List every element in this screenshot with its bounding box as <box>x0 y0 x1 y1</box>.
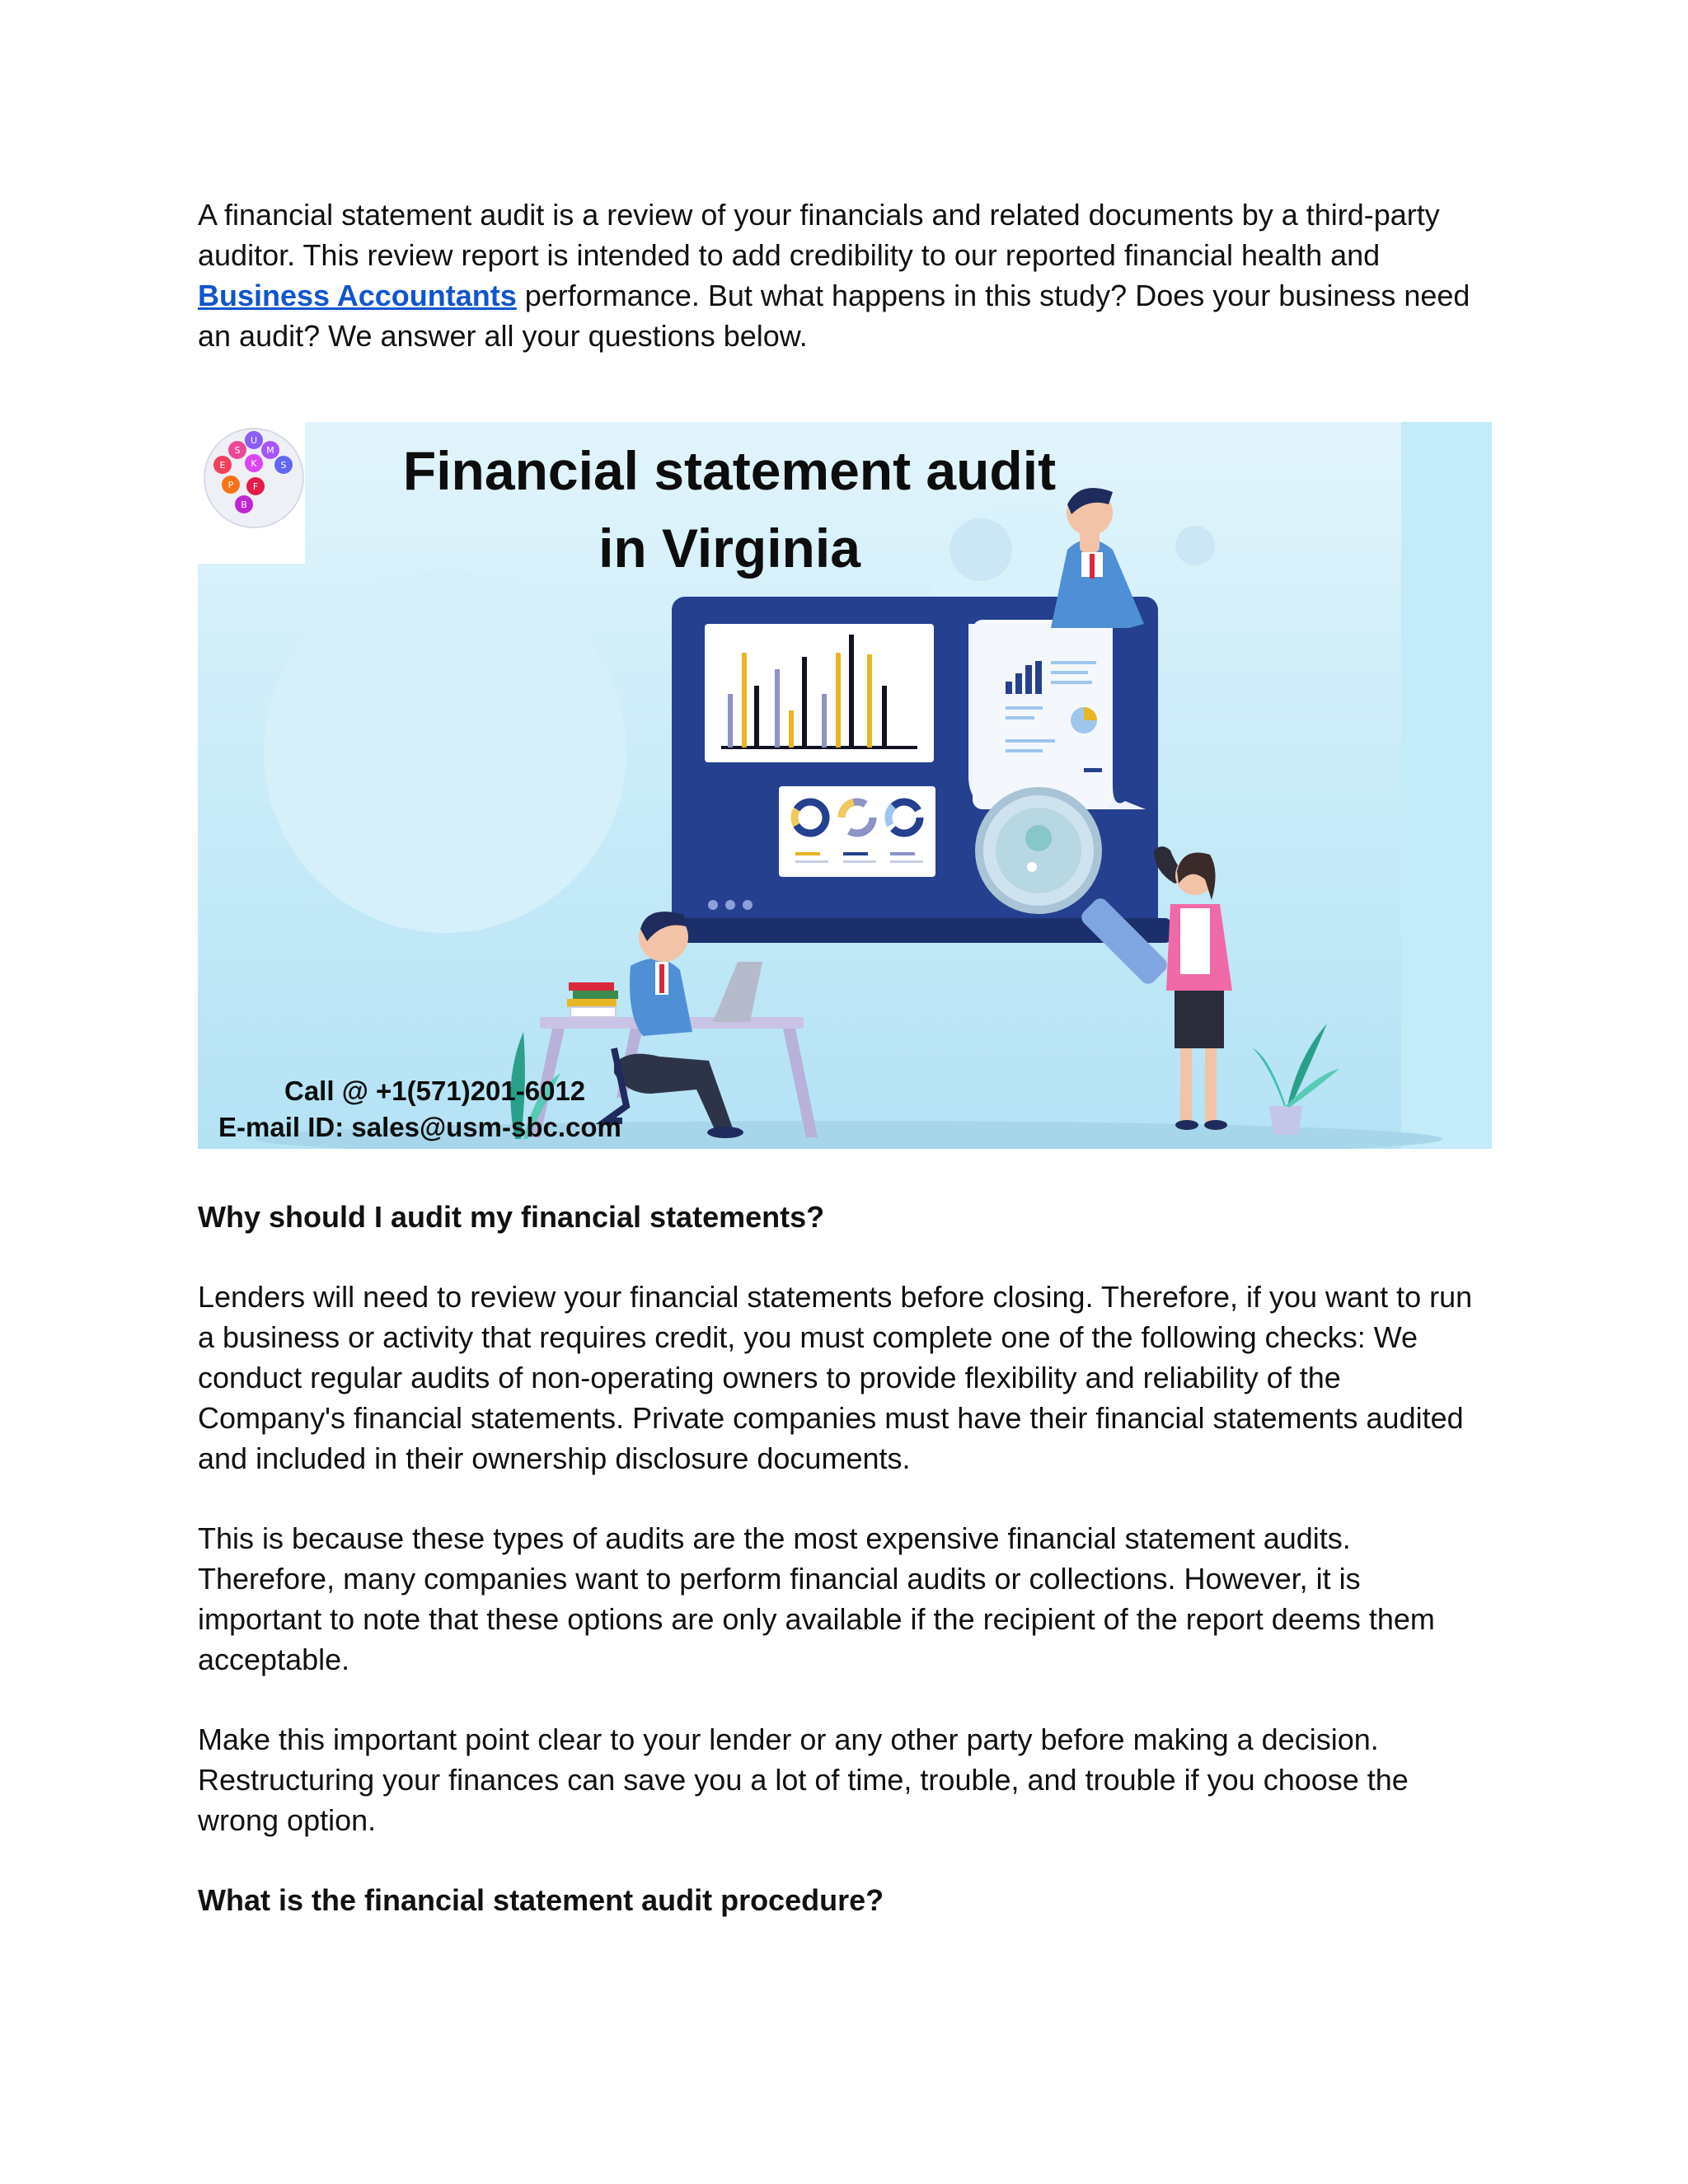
logo-bubble-letter: B <box>241 499 247 510</box>
laptop-icon <box>713 962 762 1022</box>
bar-chart-icon <box>705 624 934 762</box>
banner-title: Financial statement audit in Virginia <box>402 440 1057 579</box>
logo-box <box>198 422 305 564</box>
logo-bubble-letter: S <box>280 460 287 471</box>
intro-paragraph <box>198 194 1492 356</box>
screen-dot <box>725 900 735 910</box>
screen-dot <box>708 900 718 910</box>
banner-image <box>198 422 1492 1149</box>
intro-text-before: A financial statement audit is a review of your financials and related documents by a third-party auditor. This review report is intended to add credibility to our reported financial health and <box>198 198 1440 272</box>
paragraph-clarify: Make this important point clear to your lender or any other party before making a decision. Restructuring your finances can save you a lot of time, trouble, and trouble if you choose the wrong option. <box>198 1722 1409 1837</box>
intro-text-after: performance. But what happens in this study? Does your business need an audit? We answer all your questions below. <box>198 279 1470 353</box>
logo-bubble-letter: P <box>227 480 234 490</box>
logo-bubble-letter: M <box>266 445 274 456</box>
logo-bubble-letter: U <box>250 435 258 446</box>
section-heading-why-audit: Why should I audit my financial statements? <box>198 1200 825 1234</box>
contact-phone: Call @ +1(571)201-6012 <box>284 1076 586 1106</box>
section-heading-procedure: What is the financial statement audit procedure? <box>198 1883 884 1917</box>
logo-bubble-letter: S <box>234 445 241 456</box>
paragraph-audit-types: This is because these types of audits are the most expensive financial statement audits. Therefore, many companies want to perform financial audits or collections. However, it is important to note that these options are only available if the recipient of the report deems them acceptable. <box>198 1521 1435 1676</box>
contact-email: E-mail ID: sales@usm-sbc.com <box>218 1112 621 1142</box>
paragraph-lenders: Lenders will need to review your financial statements before closing. Therefore, if you want to run a business or activity that requires credit, you must complete one of the following checks: We conduct regular audits of non-operating owners to provide flexibility and reliability of the Company's financial statements. Private companies must have their financial statements audited and included in their ownership disclosure documents. <box>198 1280 1473 1475</box>
logo-bubble-letter: K <box>251 458 257 469</box>
bg-cloud <box>264 570 626 933</box>
screen-dot <box>743 900 753 910</box>
logo-globe-icon <box>198 422 305 564</box>
contact-block <box>218 1073 621 1146</box>
woman-figure <box>1154 846 1232 1130</box>
plant-icon <box>1253 1024 1339 1135</box>
document-body <box>198 194 1492 1920</box>
logo-bubble-letter: E <box>219 460 226 471</box>
bg-bubble <box>1175 526 1215 565</box>
business-accountants-link[interactable]: Business Accountants <box>198 279 517 312</box>
logo-bubble-letter: F <box>252 481 259 492</box>
donut-chart-icon <box>779 786 935 877</box>
